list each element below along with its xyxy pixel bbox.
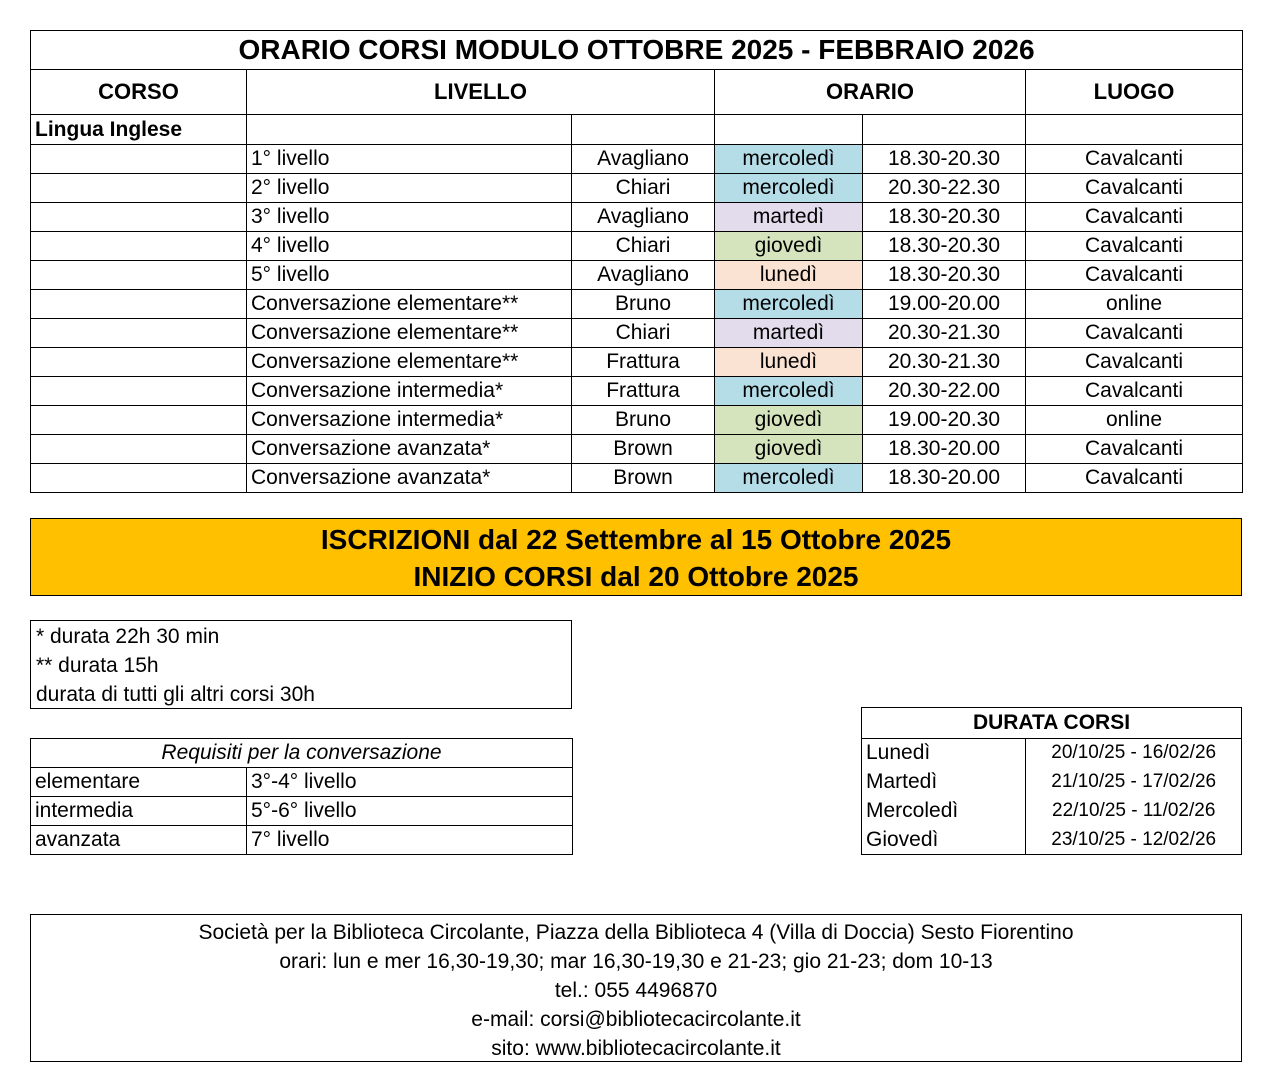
course-cell [31, 319, 247, 348]
table-row [31, 348, 1243, 377]
teacher-cell: Brown [572, 464, 715, 493]
level-cell: Conversazione elementare** [247, 290, 572, 319]
course-cell [31, 435, 247, 464]
course-cell [31, 174, 247, 203]
schedule-title: ORARIO CORSI MODULO OTTOBRE 2025 - FEBBRAIO 2026 [31, 31, 1243, 70]
teacher-cell: Chiari [572, 174, 715, 203]
table-row [31, 435, 1243, 464]
banner-inizio: INIZIO CORSI dal 20 Ottobre 2025 [413, 561, 859, 592]
duration-day: Giovedì [866, 827, 939, 851]
location-cell: Cavalcanti [1026, 203, 1243, 232]
course-cell [31, 232, 247, 261]
table-row [31, 826, 573, 855]
table-row [31, 203, 1243, 232]
teacher-cell: Avagliano [572, 261, 715, 290]
level-cell: Conversazione elementare** [247, 348, 572, 377]
teacher-cell: Frattura [572, 377, 715, 406]
level-cell: Conversazione intermedia* [247, 377, 572, 406]
teacher-cell: Chiari [572, 232, 715, 261]
time-cell: 18.30-20.00 [863, 464, 1026, 493]
teacher-cell: Bruno [572, 406, 715, 435]
table-row [31, 145, 1243, 174]
table-row [862, 797, 1242, 826]
contact-footer [30, 914, 1242, 1062]
table-row [31, 406, 1243, 435]
day-cell: giovedì [715, 406, 863, 435]
requirement-level: 5°-6° livello [247, 797, 573, 826]
empty-cell [247, 115, 572, 145]
note-line: durata di tutti gli altri corsi 30h [36, 683, 315, 706]
teacher-cell: Frattura [572, 348, 715, 377]
requirement-level: 7° livello [247, 826, 573, 855]
time-cell: 18.30-20.30 [863, 232, 1026, 261]
course-cell [31, 406, 247, 435]
location-cell: Cavalcanti [1026, 232, 1243, 261]
requirement-type: avanzata [31, 826, 247, 855]
duration-period: 23/10/25 - 12/02/26 [1026, 826, 1242, 855]
day-cell: mercoledì [715, 145, 863, 174]
table-row [31, 261, 1243, 290]
time-cell: 20.30-21.30 [863, 319, 1026, 348]
teacher-cell: Avagliano [572, 145, 715, 174]
header-livello: LIVELLO [247, 70, 715, 115]
level-cell: 1° livello [247, 145, 572, 174]
teacher-cell: Bruno [572, 290, 715, 319]
schedule-table [30, 30, 1243, 493]
time-cell: 18.30-20.30 [863, 145, 1026, 174]
location-cell: online [1026, 406, 1243, 435]
location-cell: Cavalcanti [1026, 464, 1243, 493]
table-row [31, 232, 1243, 261]
location-cell: Cavalcanti [1026, 319, 1243, 348]
table-row [31, 797, 573, 826]
location-cell: Cavalcanti [1026, 377, 1243, 406]
requirements-table [30, 738, 573, 855]
day-cell: giovedì [715, 435, 863, 464]
banner-iscrizioni: ISCRIZIONI dal 22 Settembre al 15 Ottobre 2025 [320, 524, 952, 555]
level-cell: 3° livello [247, 203, 572, 232]
level-cell: Conversazione avanzata* [247, 435, 572, 464]
header-orario: ORARIO [715, 70, 1026, 115]
duration-title: DURATA CORSI [862, 708, 1242, 739]
empty-cell [572, 115, 715, 145]
course-cell [31, 290, 247, 319]
requirement-type: intermedia [31, 797, 247, 826]
location-cell: Cavalcanti [1026, 348, 1243, 377]
note-line: ** durata 15h [36, 654, 159, 677]
duration-day: Martedì [866, 770, 938, 793]
level-cell: 4° livello [247, 232, 572, 261]
header-luogo: LUOGO [1026, 70, 1243, 115]
level-cell: Conversazione elementare** [247, 319, 572, 348]
duration-period: 22/10/25 - 11/02/26 [1026, 797, 1242, 826]
table-row [31, 319, 1243, 348]
location-cell: online [1026, 290, 1243, 319]
day-cell: martedì [715, 203, 863, 232]
level-cell: Conversazione intermedia* [247, 406, 572, 435]
teacher-cell: Avagliano [572, 203, 715, 232]
header-corso: CORSO [31, 70, 247, 115]
time-cell: 18.30-20.30 [863, 203, 1026, 232]
section-label: Lingua Inglese [31, 115, 247, 145]
empty-cell [715, 115, 863, 145]
location-cell: Cavalcanti [1026, 435, 1243, 464]
footer-phone: tel.: 055 4496870 [554, 979, 718, 1002]
table-row [31, 768, 573, 797]
table-row [31, 174, 1243, 203]
teacher-cell: Brown [572, 435, 715, 464]
time-cell: 20.30-22.30 [863, 174, 1026, 203]
footer-address: Società per la Biblioteca Circolante, Piazza della Biblioteca 4 (Villa di Doccia) Sesto Fiorentino [198, 921, 1074, 944]
table-row [31, 290, 1243, 319]
day-cell: martedì [715, 319, 863, 348]
day-cell: giovedì [715, 232, 863, 261]
schedule-rows [31, 145, 1243, 493]
table-row [862, 826, 1242, 855]
course-cell [31, 145, 247, 174]
enrollment-banner [30, 518, 1242, 596]
footer-website: sito: www.bibliotecacircolante.it [491, 1037, 781, 1060]
day-cell: mercoledì [715, 464, 863, 493]
note-line: * durata 22h 30 min [36, 625, 220, 648]
table-row [862, 739, 1242, 768]
time-cell: 18.30-20.30 [863, 261, 1026, 290]
time-cell: 20.30-21.30 [863, 348, 1026, 377]
duration-day: Mercoledì [866, 799, 959, 822]
table-row [31, 464, 1243, 493]
course-cell [31, 348, 247, 377]
day-cell: lunedì [715, 348, 863, 377]
course-duration-table [861, 707, 1242, 855]
day-cell: mercoledì [715, 290, 863, 319]
empty-cell [1026, 115, 1243, 145]
footer-hours: orari: lun e mer 16,30-19,30; mar 16,30-19,30 e 21-23; gio 21-23; dom 10-13 [279, 950, 993, 973]
time-cell: 19.00-20.00 [863, 290, 1026, 319]
teacher-cell: Chiari [572, 319, 715, 348]
location-cell: Cavalcanti [1026, 261, 1243, 290]
location-cell: Cavalcanti [1026, 174, 1243, 203]
location-cell: Cavalcanti [1026, 145, 1243, 174]
table-row [862, 768, 1242, 797]
duration-period: 21/10/25 - 17/02/26 [1026, 768, 1242, 797]
course-cell [31, 377, 247, 406]
day-cell: lunedì [715, 261, 863, 290]
duration-period: 20/10/25 - 16/02/26 [1026, 739, 1242, 768]
requirement-level: 3°-4° livello [247, 768, 573, 797]
level-cell: 5° livello [247, 261, 572, 290]
course-cell [31, 464, 247, 493]
day-cell: mercoledì [715, 377, 863, 406]
level-cell: 2° livello [247, 174, 572, 203]
time-cell: 18.30-20.00 [863, 435, 1026, 464]
course-cell [31, 203, 247, 232]
table-row [31, 377, 1243, 406]
level-cell: Conversazione avanzata* [247, 464, 572, 493]
time-cell: 20.30-22.00 [863, 377, 1026, 406]
requirements-title: Requisiti per la conversazione [31, 739, 573, 768]
day-cell: mercoledì [715, 174, 863, 203]
duration-day: Lunedì [866, 741, 931, 765]
footer-email: e-mail: corsi@bibliotecacircolante.it [471, 1008, 801, 1031]
requirement-type: elementare [31, 768, 247, 797]
duration-notes [30, 620, 572, 709]
course-cell [31, 261, 247, 290]
empty-cell [863, 115, 1026, 145]
time-cell: 19.00-20.30 [863, 406, 1026, 435]
